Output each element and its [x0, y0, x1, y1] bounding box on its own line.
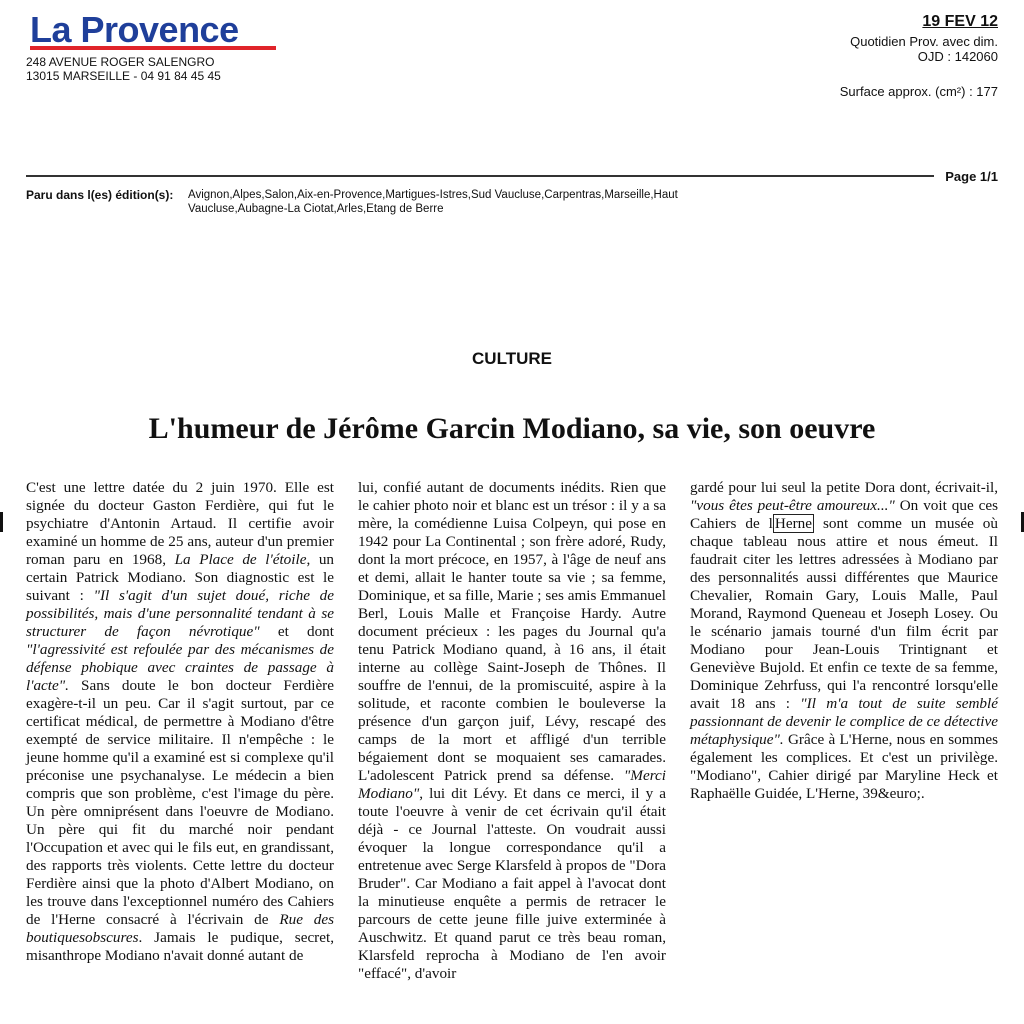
text-run: Grâce à L'Herne, nous en sommes également les complices. Et c'est un privilège. "Modiano", Cahier dirigé par Maryline Heck et Raphaëlle Guidée, L'Herne, 39&euro;. — [690, 731, 998, 802]
quote: "Il m'a tout de suite semblé passionnant de devenir le complice de ce détective métaphysique". — [690, 695, 998, 748]
publication-type: Quotidien Prov. avec dim. — [850, 34, 998, 49]
quote: "Merci Modiano" — [358, 767, 666, 802]
book-title: La Place de l'étoile — [174, 551, 307, 568]
quote: "Il s'agit d'un sujet doué, riche de possibilités, mais d'une personnalité tendant à se structurer de façon névrotique" — [26, 587, 335, 640]
article-column-3 — [690, 479, 998, 803]
address-line-2: 13015 MARSEILLE - 04 91 84 45 45 — [26, 69, 221, 83]
quote: "l'agressivité est refoulée par des mécanismes de défense phobique avec craintes de passage à l'acte". — [26, 641, 334, 694]
page-number: Page 1/1 — [945, 169, 998, 184]
text-run: C'est une lettre datée du 2 juin 1970. Elle est signée du docteur Gaston Ferdière, qui fut le psychiatre d'Antonin Artaud. Il certifie avoir examiné un homme de 25 ans, auteur d'un premier roman paru en 1968, — [26, 479, 334, 568]
surface-area: Surface approx. (cm²) : 177 — [839, 84, 998, 99]
editions-list: Avignon,Alpes,Salon,Aix-en-Provence,Martigues-Istres,Sud Vaucluse,Carpentras,Marseille,Haut Vaucluse,Aubagne-La Ciotat,Arles,Etang de Berre — [188, 189, 678, 215]
issue-date: 19 FEV 12 — [922, 13, 998, 30]
article-column-2 — [358, 479, 666, 983]
book-title: Rue des boutiquesobscures — [26, 911, 334, 946]
text-run: lui, confié autant de documents inédits. Rien que le cahier photo noir et blanc est un trésor : il y a sa mère, la comédienne Luisa Colpeyn, qui pose en 1942 pour La Continental ; son frère adoré, Rudy, dont la mort précoce, en 1957, à l'âge de neuf ans et demi, allait le hanter toute sa vie ; sa femme, Dominique, et sa fille, Marie ; ses amis Emmanuel Berl, Louis Malle et Françoise Hardy. Autre document précieux : les pages du Journal qu'a tenu Patrick Modiano quand, à 16 ans, il était interne au collège Saint-Joseph de Thônes. Il souffre de l'ennui, de la promiscuité, aspire à la solitude, et raconte combien le bouleverse la présence d'un garçon juif, Lévy, rescapé des camps de la mort et affligé d'un terrible bégaiement dont se moquaient ses camarades. L'adolescent Patrick prend sa défense. — [358, 479, 666, 784]
text-run: , un certain Patrick Modiano. Son diagnostic est le suivant : — [26, 551, 335, 604]
left-edge-marker — [0, 512, 3, 532]
la-provence-logo — [30, 10, 276, 50]
text-run: et dont — [259, 623, 334, 640]
article-column-1 — [26, 479, 334, 965]
publication-info — [850, 14, 998, 64]
logo-text: La Provence — [30, 9, 239, 50]
text-run: , lui dit Lévy. Et dans ce merci, il y a toute l'oeuvre à venir de cet écrivain qu'il était déjà - ce Journal l'atteste. On voudrait aussi évoquer la longue correspondance qu'il a entretenue avec Serge Klarsfeld à propos de "Dora Bruder". Car Modiano a fait appel à l'avocat dont la minutieuse enquête a permis de retracer le parcours de cette jeune fille juive exterminée à Auschwitz. Et quand parut ce très beau roman, Klarsfeld reprocha à Modiano de l'en avoir "effacé", d'avoir — [358, 785, 666, 982]
highlighted-word-box: Herne — [774, 515, 812, 532]
text-run: Sans doute le bon docteur Ferdière exagère-t-il un peu. Car il s'agit surtout, par ce certificat médical, de permettre à Modiano d'être exempté de service militaire. Il n'empêche : le jeune homme qu'il a examiné est si complexe qu'il préconise une psychanalyse. Le médecin a bien compris que son problème, c'est l'image du père. Un père omniprésent dans l'oeuvre de Modiano. Un père qui fit du marché noir pendant l'Occupation et avec qui le fils eut, en grandissant, des rapports très violents. Cette lettre du docteur Ferdière ainsi que la photo d'Albert Modiano, on les trouve dans l'exceptionnel numéro des Cahiers de l'Herne consacré à l'écrivain de — [26, 677, 334, 928]
text-run: . Jamais le pudique, secret, misanthrope Modiano n'avait donné autant de — [26, 929, 334, 964]
publisher-address — [26, 55, 221, 83]
text-run: sont comme un musée où chaque tableau nous attire et nous émeut. Il faudrait citer les lettres adressées à Modiano par des personnalités aussi différentes que Maurice Chevalier, Romain Gary, Louis Malle, Paul Morand, Raymond Queneau et Joseph Losey. Ou le scénario jamais tourné d'un film écrit par Modiano pour Jean-Louis Trintignant et Geneviève Bujold. Et enfin ce texte de sa femme, Dominique Zehrfuss, qui l'a rencontré lorsqu'elle avait 18 ans : — [690, 515, 998, 712]
quote: "vous êtes peut-être amoureux..." — [690, 497, 895, 514]
text-run: gardé pour lui seul la petite Dora dont, écrivait-il, — [690, 479, 998, 496]
text-run: On voit que ces Cahiers de l — [690, 497, 998, 532]
section-heading: CULTURE — [472, 349, 552, 368]
article-title: L'humeur de Jérôme Garcin Modiano, sa vie, son oeuvre — [148, 412, 876, 445]
address-line-1: 248 AVENUE ROGER SALENGRO — [26, 55, 215, 69]
ojd-figure: OJD : 142060 — [917, 49, 998, 64]
editions-label: Paru dans l(es) édition(s): — [26, 188, 174, 202]
header-divider — [26, 175, 934, 177]
